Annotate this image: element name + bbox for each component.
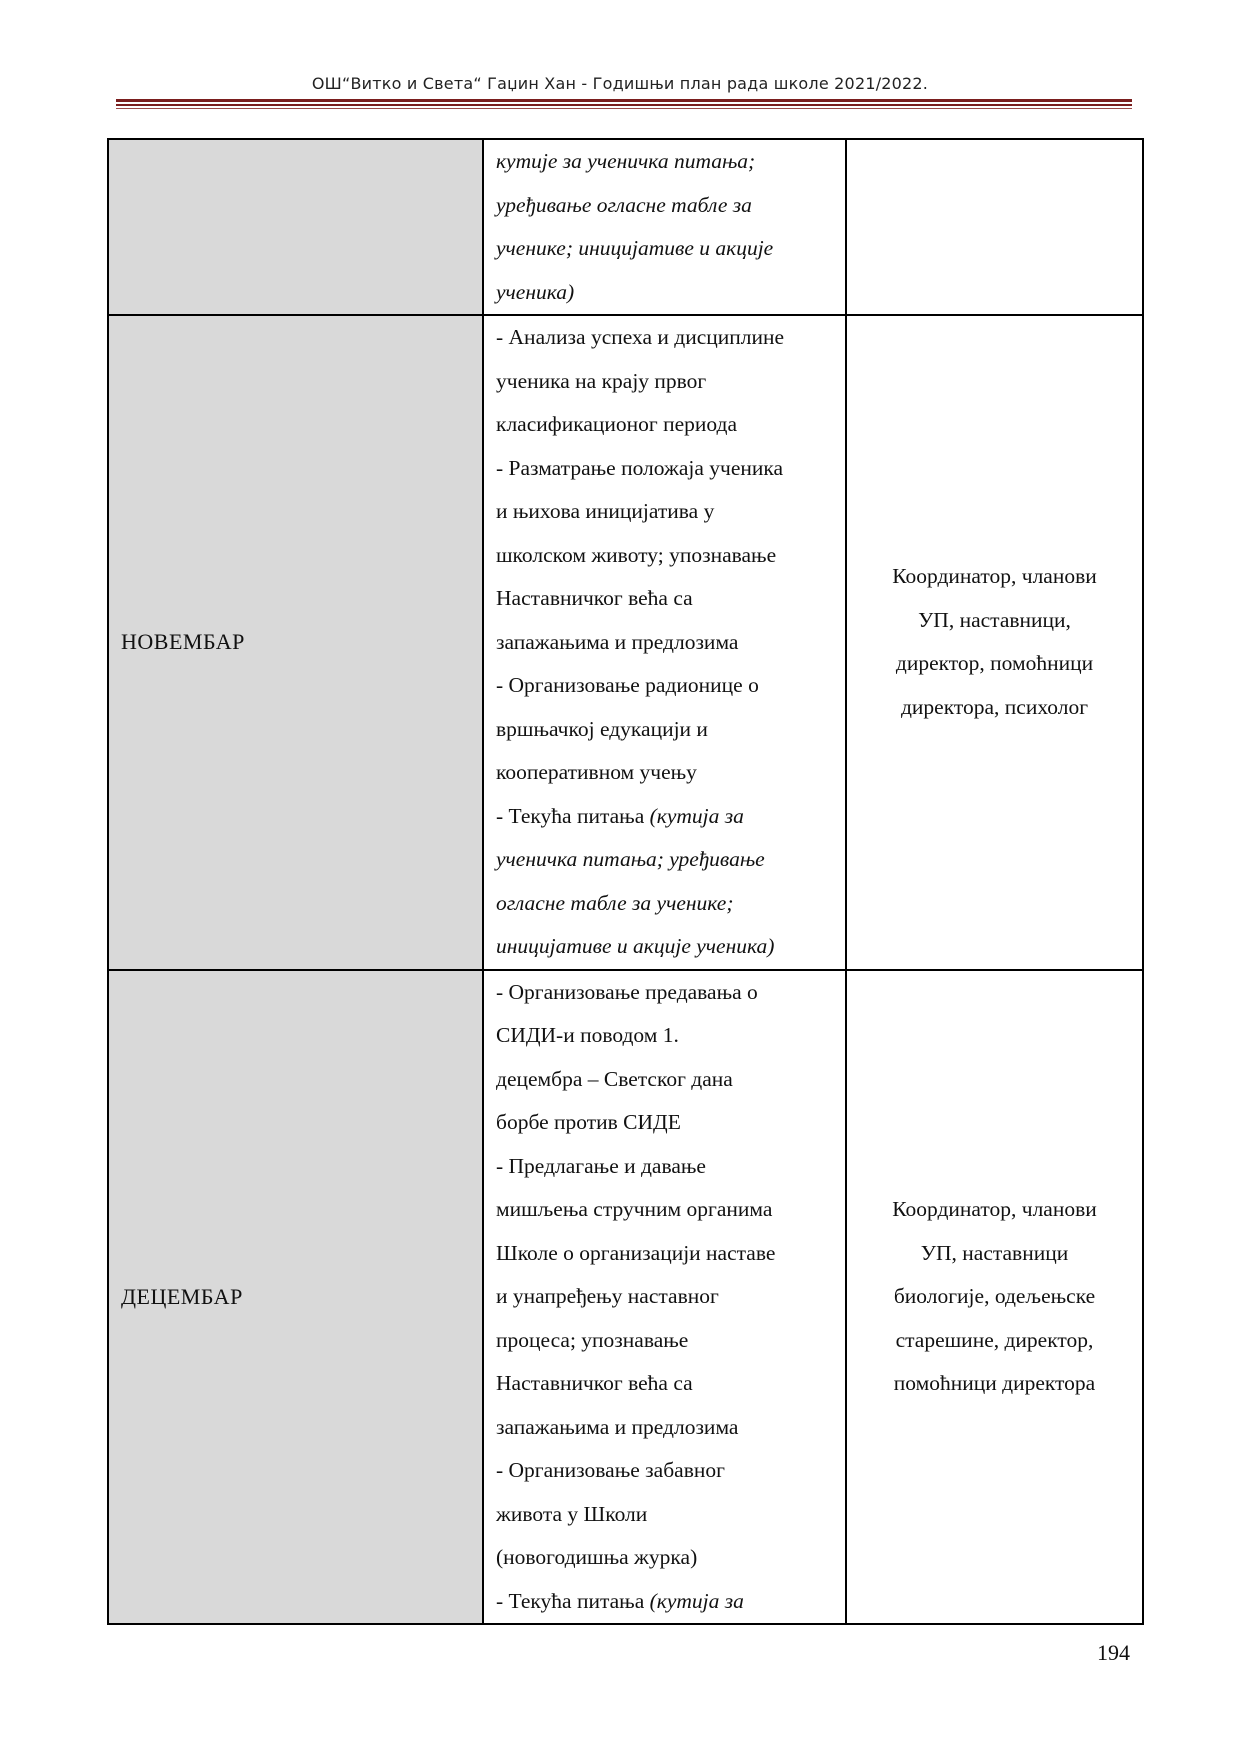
activity-line: [496, 534, 833, 578]
activity-line: [496, 271, 833, 315]
header-rule: [116, 104, 1132, 106]
activity-text: живота у Школи: [496, 1501, 648, 1526]
table-body: [108, 139, 1143, 1624]
activity-line: [496, 1145, 833, 1189]
activities-cell: [483, 970, 846, 1625]
responsible-line: Координатор, чланови: [892, 1197, 1097, 1221]
activity-line: [496, 316, 833, 360]
activity-line: [496, 227, 833, 271]
activity-text: Наставничког већа са: [496, 586, 693, 610]
activity-line: [496, 1362, 833, 1406]
activity-line: [496, 1101, 833, 1145]
responsible-line: УП, наставници: [920, 1240, 1069, 1265]
activity-text: огласне табле за ученике;: [496, 890, 734, 915]
activity-line: [496, 1406, 833, 1450]
activity-line: [496, 403, 833, 447]
activity-text-italic: (кутија за: [649, 803, 744, 828]
responsible-cell: [846, 970, 1143, 1625]
activities-cell: [483, 315, 846, 970]
activity-line: [496, 447, 833, 491]
activity-line: [496, 925, 833, 969]
activity-line: [496, 838, 833, 882]
activity-text: - Текућа питања: [496, 1588, 650, 1613]
activity-text: ученичка питања; уређивање: [496, 847, 765, 871]
activity-line: [496, 1580, 833, 1624]
activity-line: [496, 490, 833, 534]
activity-text: СИДИ-и поводом 1.: [496, 1023, 679, 1047]
activity-line: [496, 1319, 833, 1363]
responsible-line: старешине, директор,: [895, 1327, 1094, 1352]
table-row: [108, 970, 1143, 1625]
activity-text: и њихова иницијатива у: [496, 499, 715, 523]
responsible-cell: [846, 315, 1143, 970]
responsible-line: биологије, одељењске: [893, 1284, 1096, 1308]
activities-cell: [483, 139, 846, 315]
activity-line: [496, 882, 833, 926]
page-number: 194: [1097, 1640, 1130, 1665]
activity-line: [496, 1188, 833, 1232]
activity-text: ученике; иницијативе и акције: [496, 236, 774, 260]
activity-text: Школе о организацији наставе: [496, 1240, 776, 1265]
activity-line: [496, 751, 833, 795]
activity-line: [496, 184, 833, 228]
responsible-line: директор, помоћници: [895, 651, 1094, 676]
activity-text: кооперативном учењу: [496, 760, 697, 784]
activity-text: - Организовање предавања о: [496, 979, 758, 1004]
activity-line: [496, 971, 833, 1015]
activity-text: вршњачкој едукацији и: [496, 716, 708, 741]
activity-line: [496, 1058, 833, 1102]
activity-line: [496, 1232, 833, 1276]
page-header-title: ОШ“Витко и Света“ Гаџин Хан - Годишњи план рада школе 2021/2022.: [311, 74, 929, 93]
activity-text: Наставничког већа са: [496, 1371, 693, 1395]
activity-line: [496, 577, 833, 621]
responsible-line: УП, наставници,: [918, 607, 1071, 632]
activity-text: - Организовање радионице о: [496, 673, 759, 697]
activity-text: уређивање огласне табле за: [496, 192, 752, 217]
activity-text: ученика на крају првог: [496, 368, 707, 393]
activity-text: и унапређењу наставног: [496, 1284, 719, 1308]
activity-text: - Текућа питања: [496, 803, 650, 828]
activity-text-italic: (кутија за: [649, 1588, 744, 1613]
activity-line: [496, 795, 833, 839]
activity-line: [496, 1493, 833, 1537]
activity-text: (новогодишња журка): [496, 1545, 698, 1569]
activity-line: [496, 1449, 833, 1493]
activity-line: [496, 664, 833, 708]
activity-text: кутије за ученичка питања;: [496, 149, 756, 173]
responsible-line: директора, психолог: [900, 694, 1089, 719]
activity-text: - Предлагање и давање: [496, 1153, 706, 1178]
activity-text: децембра – Светског дана: [496, 1066, 733, 1091]
activity-line: [496, 1536, 833, 1580]
responsible-line: Координатор, чланови: [892, 564, 1097, 589]
activity-text: процеса; упознавање: [496, 1327, 689, 1352]
activity-line: [496, 1275, 833, 1319]
activity-plan-table: [107, 138, 1144, 1625]
month-cell: НОВЕМБАР: [108, 315, 483, 970]
activity-line: [496, 1014, 833, 1058]
header-rule: [116, 99, 1132, 102]
activity-line: [496, 140, 833, 184]
activity-line: [496, 708, 833, 752]
activity-text: - Организовање забавног: [496, 1458, 725, 1482]
activity-text: запажањима и предлозима: [496, 629, 739, 654]
activity-text: класификационог периода: [496, 412, 737, 436]
activity-line: [496, 621, 833, 665]
table-row: [108, 139, 1143, 315]
month-cell: [108, 139, 483, 315]
activity-text: ученика): [496, 279, 575, 304]
month-cell: ДЕЦЕМБАР: [108, 970, 483, 1625]
activity-text: мишљења стручним органима: [496, 1197, 773, 1221]
responsible-cell: [846, 139, 1143, 315]
activity-text: иницијативе и акције ученика): [496, 934, 775, 958]
activity-text: - Разматрање положаја ученика: [496, 455, 784, 480]
activity-text: школском животу; упознавање: [496, 542, 777, 567]
table-row: [108, 315, 1143, 970]
activity-text: - Анализа успеха и дисциплине: [496, 325, 785, 349]
activity-line: [496, 360, 833, 404]
responsible-line: помоћници директора: [893, 1371, 1096, 1395]
activity-text: борбе против СИДЕ: [496, 1110, 681, 1134]
activity-text: запажањима и предлозима: [496, 1414, 739, 1439]
header-rule: [116, 108, 1132, 109]
